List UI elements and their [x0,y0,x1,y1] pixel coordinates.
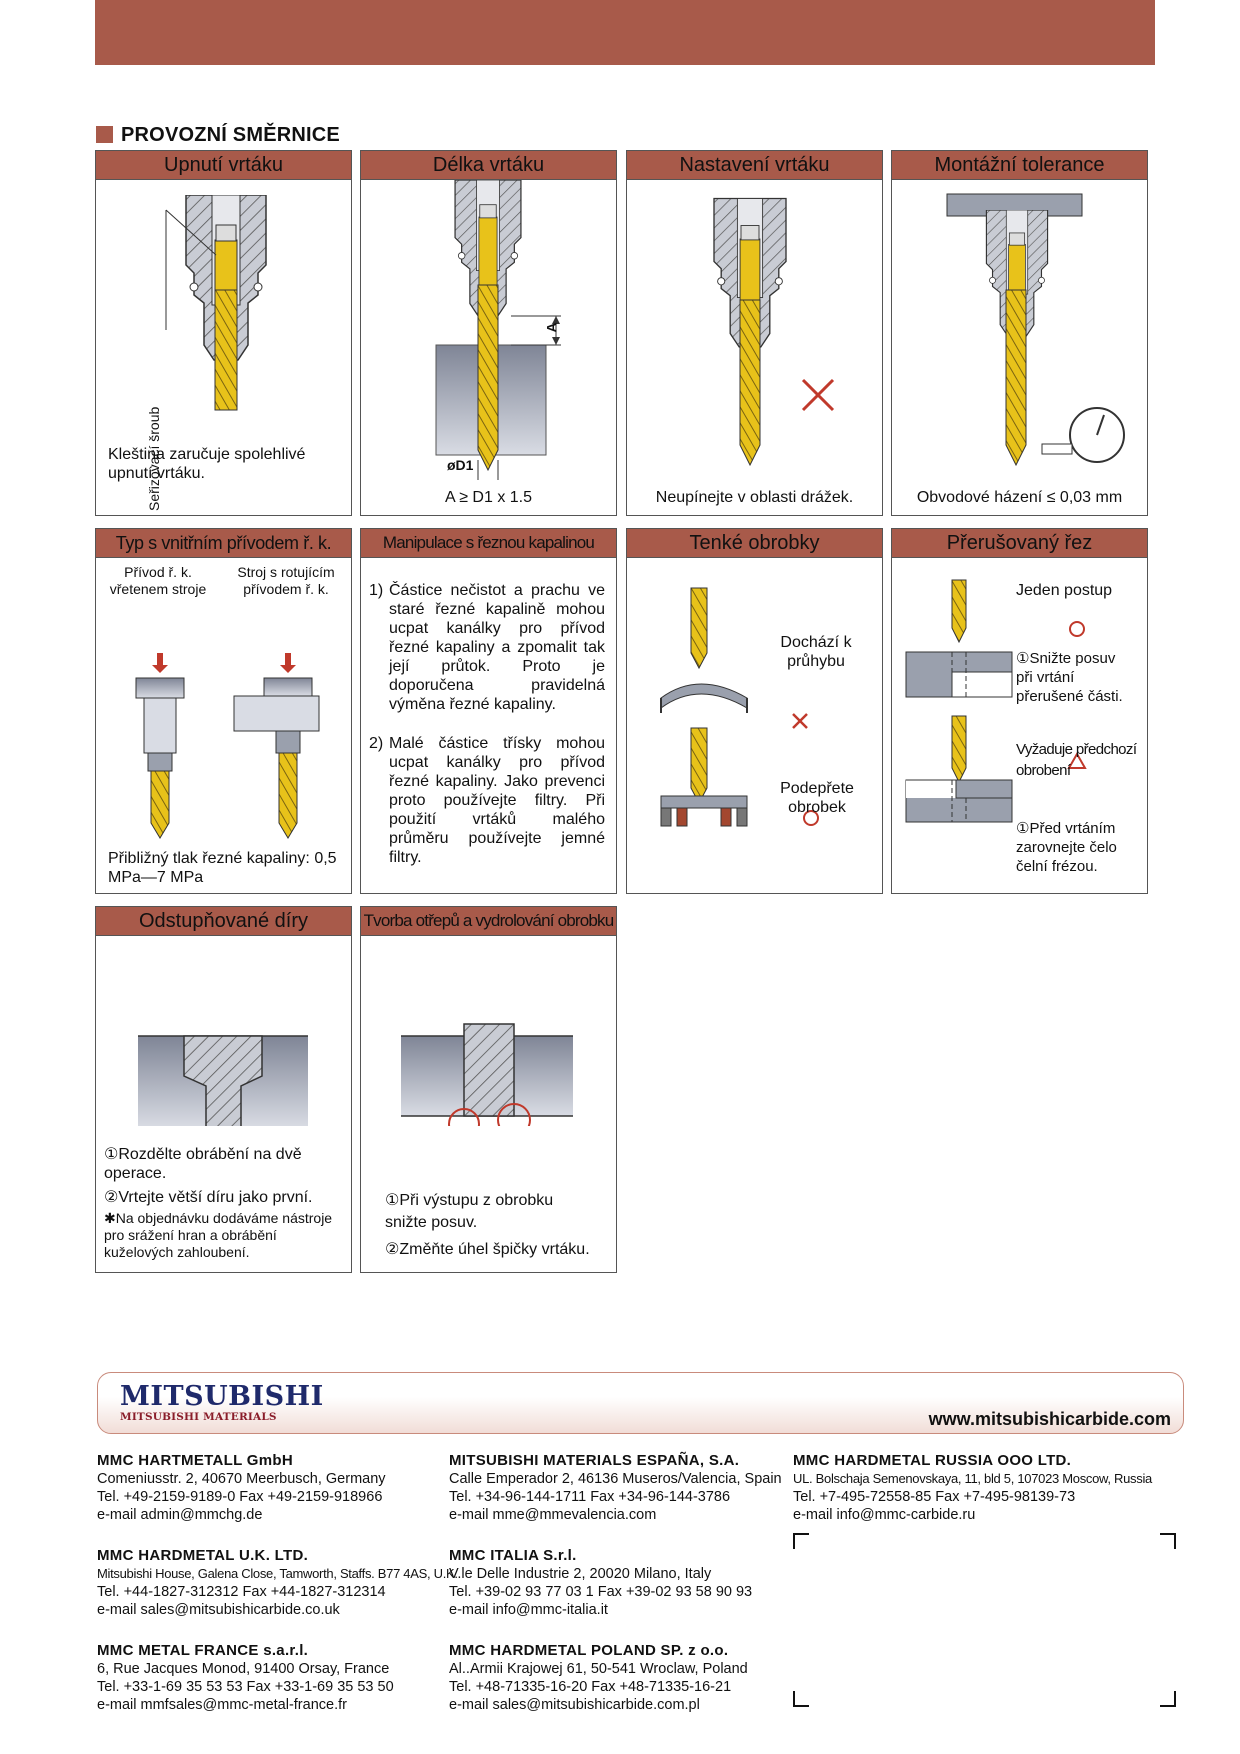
crop-mark-top-right [1160,1533,1176,1549]
label-support: Podepřete obrobek [780,780,854,816]
panel-title: Odstupňované díry [96,907,351,936]
company-logo: MITSUBISHI MITSUBISHI MATERIALS [120,1381,324,1423]
paragraph-2: Malé částice třísky mohou ucpat kanálky pro přívod řezné kapaliny. Jako prevenci proto používejte filtry. Při použití vrtáků malého průměru používejte jemné filtry. [389,735,605,866]
office-germany: MMC HARTMETALL GmbH Comeniusstr. 2, 40670 Meerbusch, Germany Tel. +49-2159-9189-0 Fax +49-2159-918966 e-mail admin@mmchg.de [97,1452,386,1523]
panel-title: Tenké obrobky [627,529,882,558]
panel-caption: Obvodové házení ≤ 0,03 mm [916,489,1123,506]
label-bending: Dochází k průhybu [780,634,852,670]
panel-preruseny [891,528,1148,894]
panel-caption: Neupínejte v oblasti drážek. [655,489,854,506]
dimension-a-label: A [543,322,560,333]
side-label: Seřizovací šroub [146,406,162,511]
panel-montazni [891,150,1148,516]
panel-manipulace [360,528,617,894]
right-label: Stroj s rotujícím přívodem ř. k. [237,564,335,597]
panel-title: Upnutí vrtáku [96,151,351,180]
coolant-types-diagram [96,558,350,858]
note-reduce-feed: ①Snižte posuv při vrtání přerušené části. [1016,650,1123,705]
runout-tolerance-diagram [892,180,1146,480]
panel-title: Nastavení vrtáku [627,151,882,180]
section-title: PROVOZNÍ SMĚRNICE [96,124,340,147]
panel-title: Manipulace s řeznou kapalinou [361,529,616,558]
website-link[interactable]: www.mitsubishicarbide.com [928,1409,1171,1429]
panel-tvorba [360,906,617,1273]
coolant-arrow-icon [152,665,168,673]
office-poland: MMC HARDMETAL POLAND SP. z o.o. Al..Armii Krajowej 61, 50-541 Wroclaw, Poland Tel. +48-71335-16-20 Fax +48-71335-16-21 e-mail sales@mitsubishicarbide.com.pl [449,1642,748,1713]
office-uk: MMC HARDMETAL U.K. LTD. Mitsubishi House, Galena Close, Tamworth, Staffs. B77 4AS, U.K. Tel. +44-1827-312312 Fax +44-1827-312314 e-mail sales@mitsubishicarbide.co.uk [97,1547,458,1618]
panel-tenke [626,528,883,894]
dimension-d-label: øD1 [447,457,474,473]
drill-length-diagram [361,180,615,480]
paragraph-1: Částice nečistot a prachu ve staré řezné kapalině mohou ucpat kanálky pro přívod řezné kapaliny a zpomalit tak její průtok. Proto je doporučena pravidelná výměna řezné kapaliny. [389,582,605,713]
collet-clamping-diagram [96,180,350,480]
panel-text: Přibližný tlak řezné kapaliny: 0,5 MPa—7 MPa [108,850,337,886]
panel-text: Kleština zaručuje spolehlivé upnutí vrtáku. [108,446,306,482]
panel-upnuti [95,150,352,516]
burr-formation-diagram [361,936,615,1126]
stepped-hole-diagram [96,936,350,1126]
note-1: ①Při výstupu z obrobku snižte posuv. [385,1192,554,1231]
label-pre-machining: Vyžaduje předchozí obrobení [1016,741,1137,779]
note-1: ①Rozdělte obrábění na dvě operace. [104,1146,302,1182]
left-label: Přívod ř. k. vřetenem stroje [109,564,207,597]
panel-typ [95,528,352,894]
crop-mark-bottom-left [793,1691,809,1707]
note-2: ②Změňte úhel špičky vrtáku. [385,1241,590,1258]
paragraph-1-number: 1) [369,582,384,599]
panel-title: Typ s vnitřním přívodem ř. k. [96,529,351,558]
panel-title: Délka vrtáku [361,151,616,180]
note-face-mill: ①Před vrtáním zarovnejte čelo čelní frézou. [1016,820,1117,875]
crop-mark-bottom-right [1160,1691,1176,1707]
drill-setting-diagram [627,180,881,480]
top-color-bar [95,0,1155,65]
panel-odstupnovane [95,906,352,1273]
office-russia: MMC HARDMETAL RUSSIA OOO LTD. UL. Bolschaja Semenovskaya, 11, bld 5, 107023 Moscow, Russia Tel. +7-495-72558-85 Fax +7-495-98139-73 e-mail info@mmc-carbide.ru [793,1452,1152,1523]
panel-title: Montážní tolerance [892,151,1147,180]
correct-circle-icon [1070,622,1084,636]
panel-caption: A ≥ D1 x 1.5 [444,489,533,506]
panel-nastaveni [626,150,883,516]
note-2: ②Vrtejte větší díru jako první. [104,1189,313,1206]
note-3: ✱Na objednávku dodáváme nástroje pro srážení hran a obrábění kuželových zahloubení. [104,1210,333,1260]
crop-mark-top-left [793,1533,809,1549]
interrupted-cut-diagram [892,558,1146,858]
footer-banner [97,1372,1184,1434]
office-italy: MMC ITALIA S.r.l. V.le Delle Industrie 2, 20020 Milano, Italy Tel. +39-02 93 77 03 1 Fax +39-02 93 58 90 93 e-mail info@mmc-italia.it [449,1547,753,1618]
section-marker-icon [96,126,113,143]
label-one-pass: Jeden postup [1016,582,1113,599]
panel-title: Tvorba otřepů a vydrolování obrobku [361,907,616,936]
paragraph-2-number: 2) [369,735,384,752]
office-france: MMC METAL FRANCE s.a.r.l. 6, Rue Jacques Monod, 91400 Orsay, France Tel. +33-1-69 35 53 53 Fax +33-1-69 35 53 50 e-mail mmfsales@mmc-metal-france.fr [97,1642,394,1713]
office-spain: MITSUBISHI MATERIALS ESPAÑA, S.A. Calle Emperador 2, 46136 Museros/Valencia, Spain Tel. +34-96-144-1711 Fax +34-96-144-3786 e-mail mme@mmevalencia.com [449,1452,782,1523]
panel-title: Přerušovaný řez [892,529,1147,558]
panel-delka [360,150,617,516]
